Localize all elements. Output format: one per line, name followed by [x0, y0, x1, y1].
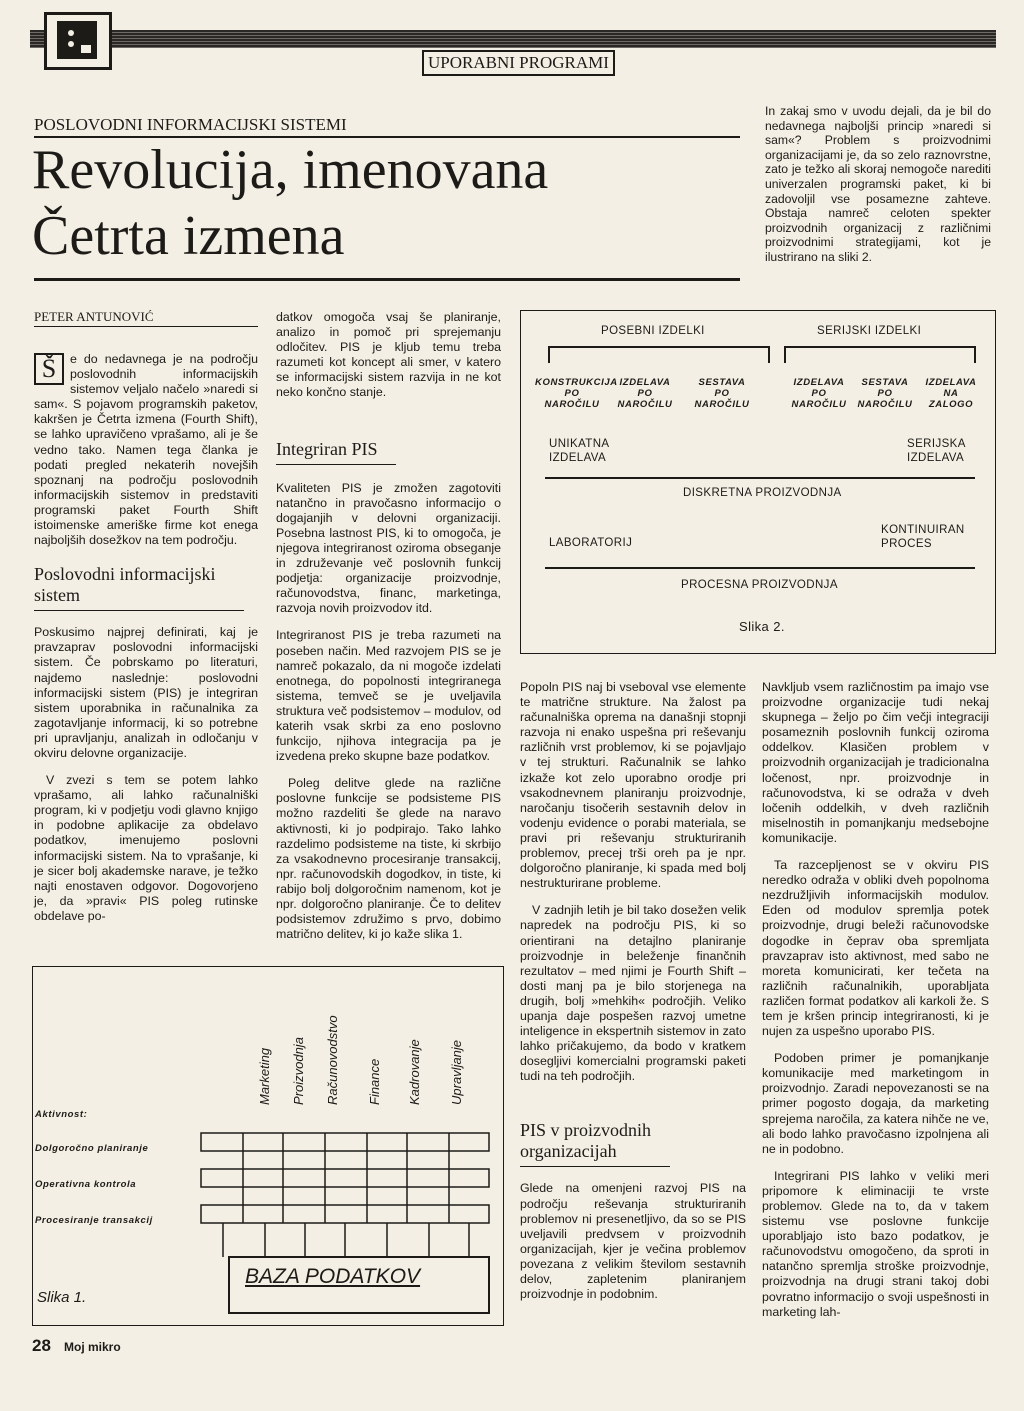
fig2-diskretna: DISKRETNA PROIZVODNJA	[683, 487, 842, 499]
col-3	[520, 680, 746, 1302]
fig1-col-0: Marketing	[257, 1047, 272, 1105]
section-label: UPORABNI PROGRAMI	[422, 50, 615, 76]
col2-p3: Poleg delitve glede na različne poslovne funkcije se podsisteme PIS možno razdeliti še glede na naravo aktivnosti, ki jo podpirajo. Tako lahko razdelimo podsisteme na tiste, ki skrbijo za vsakodnevno procesiranje transakcij, npr. računovodskih dogodkov, in tiste, ki rabijo bolj dolgoročnim namenom, kot je npr. dolgoročno planiranje. Če to delitev podsistemov združimo s prvo, dobimo matrično delitev, ki jo kaže slika 1.	[276, 776, 501, 942]
fig1-col-4: Kadrovanje	[407, 1039, 422, 1105]
fig1-col-2: Računovodstvo	[325, 1015, 340, 1105]
title-line-2: Četrta izmena	[32, 205, 345, 267]
fig2-line-1	[545, 477, 975, 479]
author: PETER ANTUNOVIĆ	[34, 309, 154, 324]
col2-p1: Kvaliteten PIS je zmožen zagotoviti natančno in pravočasno informacijo o dogajanjih v delovni organizaciji. Posebna lastnost PIS, ki to omogoča, je njegova integriranost oziroma obseganje in združevanje več poslovnih funkcij podjetja: organizacije proizvodnje, računovodstva, financ, marketinga, razvoja novih proizvodov itd.	[276, 480, 501, 616]
col1-p1: Poskusimo najprej definirati, kaj je pravzaprav poslovodni informacijski sistem. Če pobrskamo po literaturi, najdemo naslednje: poslovodni informacijski sistem (PIS) je integriran sistem uporabnika in računalnika za zagotavljanje informacij, ki so potrebne pri upravljanju, analizah in odločanju v okviru delovne organizacije.	[34, 625, 258, 760]
col2-p2: Integriranost PIS je treba razumeti na poseben način. Med razvojem PIS se je namreč pokazalo, da ni mogoče izdelati enotnega, do popolnosti integriranega sistema, temveč se je uveljavila struktura več podsistemov – modulov, od katerih vsak skrbi za eno poslovno funkcijo, njihova integracija pa je izvedena preko skupne baze podatkov.	[276, 628, 501, 764]
magazine-name: Moj mikro	[64, 1340, 121, 1354]
col4-p1: Navkljub vsem različnostim pa imajo vse proizvodne organizacije tudi nekaj skupnega – željo po čim večji integraciji posameznih poslovnih funkcij oziroma oddelkov. Klasičen problem v proizvodnih organizacijah je tradicionalna ločenost, npr. proizvodnje in računovodstva, ki se odraža v dveh ločenih oddelkih, v dveh različnih miselnostih in pomanjkanju medsebojne komunikacije.	[762, 680, 989, 845]
fig2-item-4: IZDELAVA PO NAROČILU	[791, 377, 847, 410]
fig2-serijska: SERIJSKA IZDELAVA	[907, 438, 966, 464]
fig2-item-1: KONSTRUKCIJA PO NAROČILU	[535, 377, 618, 410]
col4-p3: Podoben primer je pomanjkanje komunikacije med marketingom in proizvodnjo. Zaradi nepovezanosti se na primer pogosto dogaja, da marketing sprejema naročila, za katera nihče ne ve, ali bodo lahko pravočasno izpolnjena ali ne in podobno.	[762, 1051, 989, 1156]
fig2-kontinuiran: KONTINUIRAN PROCES	[881, 524, 965, 550]
fig2-caption: Slika 2.	[739, 619, 785, 634]
col1-heading: Poslovodni informacijski sistem	[34, 564, 216, 606]
col2-p0: datkov omogoča vsaj še planiranje, analizo in pomoč pri sprejemanju odločitev. PIS je kljub temu treba razumeti kot koncept ali smer, v katero se informacijski sistem razvija in ne kot neko končno stanje.	[276, 310, 501, 400]
fig1-rows-header: Aktivnost:	[35, 1109, 88, 1120]
fig2-line-2	[545, 567, 975, 569]
col-1	[34, 352, 258, 924]
col3-heading: PIS v proizvodnih organizacijah	[520, 1120, 652, 1162]
fig1-row-0: Dolgoročno planiranje	[35, 1143, 149, 1154]
col2-heading: Integriran PIS	[276, 438, 378, 459]
intro-side: In zakaj smo v uvodu dejali, da je bil do nedavnega najboljši princip »naredi si sam«? Problem s proizvodnimi organizacijami je, da so zelo raznovrstne, zato je težko ali skoraj nemogoče narediti univerzalen programski paket, ki bi zadovoljil vse posamezne zahteve. Obstaja namreč celoten spekter proizvodnih organizacij z različnimi proizvodnimi strategijami, kot je ilustrirano na sliki 2.	[765, 104, 991, 264]
fig1-caption: Slika 1.	[37, 1289, 87, 1306]
col2-heading-rule	[276, 464, 396, 465]
fig2-procesna: PROCESNA PROIZVODNJA	[681, 579, 838, 591]
fig2-item-6: IZDELAVA NA ZALOGO	[925, 377, 977, 410]
fig1-col-1: Proizvodnja	[291, 1037, 306, 1105]
fig2-item-5: SESTAVA PO NAROČILU	[857, 377, 913, 410]
fig2-item-3: SESTAVA PO NAROČILU	[694, 377, 750, 410]
fig1-col-3: Finance	[367, 1058, 382, 1105]
rule-bottom	[34, 278, 740, 281]
col-2	[276, 310, 501, 942]
fig1-col-5: Upravljanje	[449, 1039, 464, 1105]
col-4	[762, 680, 989, 1320]
fig1-row-1: Operativna kontrola	[35, 1179, 137, 1190]
logo-icon	[44, 12, 112, 70]
fig2-laboratorij: LABORATORIJ	[549, 537, 633, 549]
author-rule	[34, 326, 258, 327]
col3-p1: Popoln PIS naj bi vseboval vse elemente te matrične strukture. Na žalost pa računalniška oprema na današnji stopnji razvoja ni enako uspešna pri reševanju različnih vrst problemov, ki se pojavljajo v tej strukturi. Računalnik se lahko izkaže kot zelo uporabno orodje pri vsakodnevnem planiranju proizvodnje, naročanju tisočerih sestavnih delov in vodenju evidence o porabi materiala, se pravi pri reševanju strukturiranih problemov, precej trši oreh pa je npr. dolgoročno planiranje, ki spada med bolj nestrukturirane probleme.	[520, 680, 746, 891]
fig1-database: BAZA PODATKOV	[245, 1265, 421, 1288]
figure-2	[520, 310, 996, 654]
dropcap: Š	[34, 353, 64, 385]
col4-p4: Integrirani PIS lahko v veliki meri pripomore k eliminaciji te vrste problemov. Glede na to, da v takem sistemu vse poslovne funkcije uporabljajo isto bazo podatkov, je računovodstvu omogočeno, da sproti in natančno spremlja stroške proizvodnje, proizvodnja na drugi strani takoj dobi povratno informacijo o svoji uspešnosti in marketing lah-	[762, 1168, 989, 1319]
col1-lead: e do nedavnega je na področju poslovodnih informacijskih sistemov veljalo načelo »naredi si sam«. S pojavom programskih paketov, kakršen je Četrta izmena (Fourth Shift), se lahko upravičeno vprašamo, ali je še vedno tako. Namen tega članka je podati pregled nekaterih novejših spoznanj na področju poslovodnih informacijskih sistemov in predstaviti programski paket Fourth Shift istoimenske ameriške firme kot enega najboljših dosežkov na tem področju.	[34, 352, 258, 548]
fig1-row-2: Procesiranje transakcij	[35, 1215, 153, 1226]
col3-p3: Glede na omenjeni razvoj PIS na področju reševanja strukturiranih problemov ni presenetljivo, da so se PIS uveljavili predvsem v proizvodnih organizacijah, kjer je večina problemov povezana z velikim številom sestavnih delov, zapletenim planiranjem proizvodnje in podobnim.	[520, 1181, 746, 1302]
fig2-unikatna: UNIKATNA IZDELAVA	[549, 438, 610, 464]
figure-1	[32, 966, 504, 1326]
fig2-item-2: IZDELAVA PO NAROČILU	[617, 377, 673, 410]
col4-p2: Ta razcepljenost se v okviru PIS neredko odraža v obliki dveh popolnoma nezdružljivih informacijskih modulov. Eden od modulov spremlja potek proizvodnje, drugi beleži računovodske dogodke in čeprav oba spremljata pravzaprav isto aktivnost, med sabo ne moreta komunicirati, ker tečeta na različnih računalnikih, uporabljata različen format podatkov ali karkoli že. S tem je kršen princip integriranosti, ki je nujen za uspešno uporabo PIS.	[762, 858, 989, 1039]
col3-p2: V zadnjih letih je bil tako dosežen velik napredek na področju PIS, ki so orientirani na detajlno planiranje proizvodnje in beleženje finančnih rezultatov – med njimi je Fourth Shift – dosti manj pa je bilo storjenega na drugih, bolj »mehkih« področjih. Veliko upanja daje pospešen razvoj umetne inteligence in ekspertnih sistemov in zato lahko pričakujemo, da bodo v kratkem dosegljivi komercialni programski paketi tudi na teh področjih.	[520, 903, 746, 1084]
col3-heading-rule	[520, 1166, 670, 1167]
title-line-1: Revolucija, imenovana	[32, 139, 549, 201]
fig2-group-left: POSEBNI IZDELKI	[601, 325, 705, 337]
col1-heading-rule	[34, 610, 244, 611]
fig2-group-right: SERIJSKI IZDELKI	[817, 325, 922, 337]
rule-top	[34, 136, 740, 138]
page-number: 28	[32, 1336, 51, 1355]
col1-p2: V zvezi s tem se potem lahko vprašamo, ali lahko računalniški program, ki v podjetju vodi glavno knjigo in podobne aplikacije za obdelavo podatkov, imenujemo poslovni informacijski sistem. Na to vprašanje, ki je sicer bolj akademske narave, je težko najti enostaven odgovor. Dogovorjeno je, da »pravi« PIS poleg rutinske obdelave po-	[34, 773, 258, 923]
top-band	[30, 30, 996, 48]
kicker: POSLOVODNI INFORMACIJSKI SISTEMI	[34, 115, 347, 134]
